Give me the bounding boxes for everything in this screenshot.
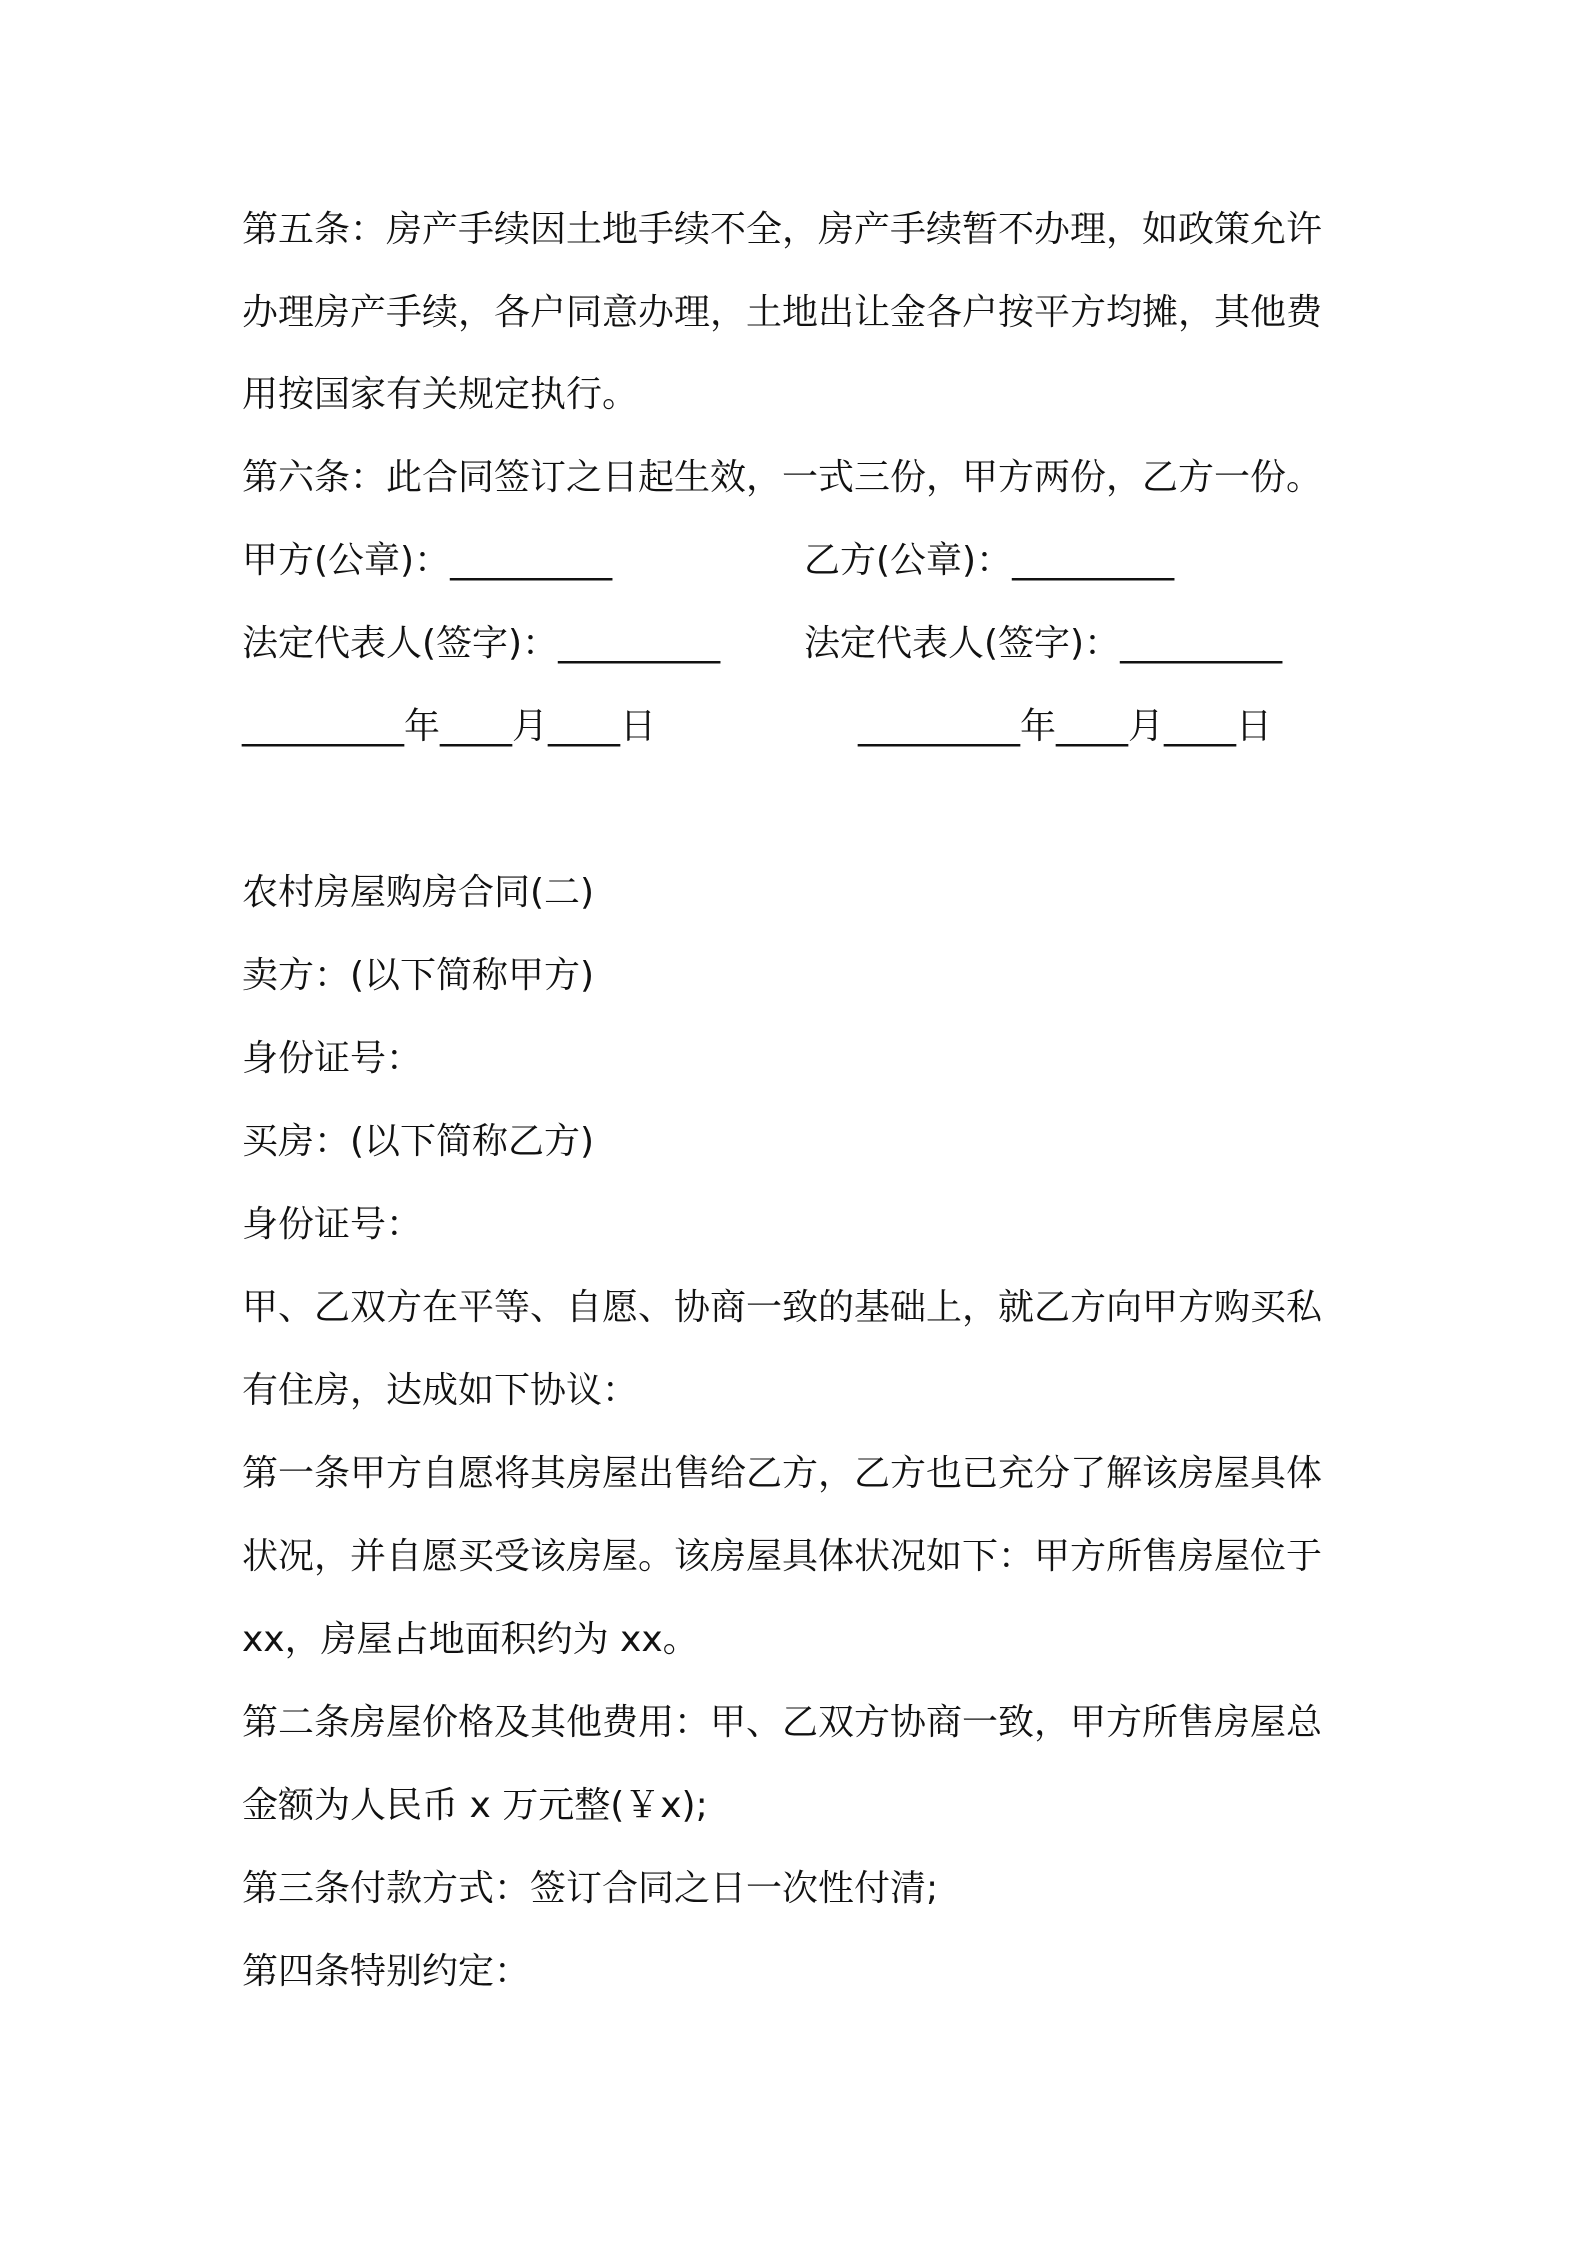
article5-line-3: 用按国家有关规定执行。 — [242, 374, 639, 415]
article6-line: 第六条：此合同签订之日起生效，一式三份，甲方两份，乙方一份。 — [242, 457, 1323, 498]
party-a-representative: 法定代表人(签字)：_________ — [242, 623, 721, 664]
article1-line-1: 第一条甲方自愿将其房屋出售给乙方，乙方也已充分了解该房屋具体 — [242, 1453, 1323, 1494]
party-a-date: _________年____月____日 — [242, 706, 656, 747]
seller-line: 卖方：(以下简称甲方) — [242, 955, 595, 996]
buyer-id-line: 身份证号： — [242, 1204, 423, 1245]
party-b-representative: 法定代表人(签字)：_________ — [804, 623, 1283, 664]
party-b-seal: 乙方(公章)：_________ — [804, 540, 1175, 581]
preamble-line-1: 甲、乙双方在平等、自愿、协商一致的基础上，就乙方向甲方购买私 — [242, 1287, 1323, 1328]
party-a-seal: 甲方(公章)：_________ — [242, 540, 613, 581]
article1-line-2: 状况，并自愿买受该房屋。该房屋具体状况如下：甲方所售房屋位于 — [242, 1536, 1323, 1577]
seller-id-line: 身份证号： — [242, 1038, 423, 1079]
party-b-date: _________年____月____日 — [858, 706, 1272, 747]
contract2-title: 农村房屋购房合同(二) — [242, 872, 595, 913]
article2-line-1: 第二条房屋价格及其他费用：甲、乙双方协商一致，甲方所售房屋总 — [242, 1702, 1323, 1743]
article5-line-1: 第五条：房产手续因土地手续不全，房产手续暂不办理，如政策允许 — [242, 209, 1323, 250]
article2-line-2: 金额为人民币 x 万元整(￥x); — [242, 1785, 708, 1826]
article4-line: 第四条特别约定： — [242, 1951, 531, 1992]
buyer-line: 买房：(以下简称乙方) — [242, 1121, 595, 1162]
article5-line-2: 办理房产手续，各户同意办理，土地出让金各户按平方均摊，其他费 — [242, 292, 1323, 333]
article3-line: 第三条付款方式：签订合同之日一次性付清; — [242, 1868, 939, 1909]
preamble-line-2: 有住房，达成如下协议： — [242, 1370, 639, 1411]
article1-line-3: xx，房屋占地面积约为 xx。 — [242, 1619, 699, 1660]
